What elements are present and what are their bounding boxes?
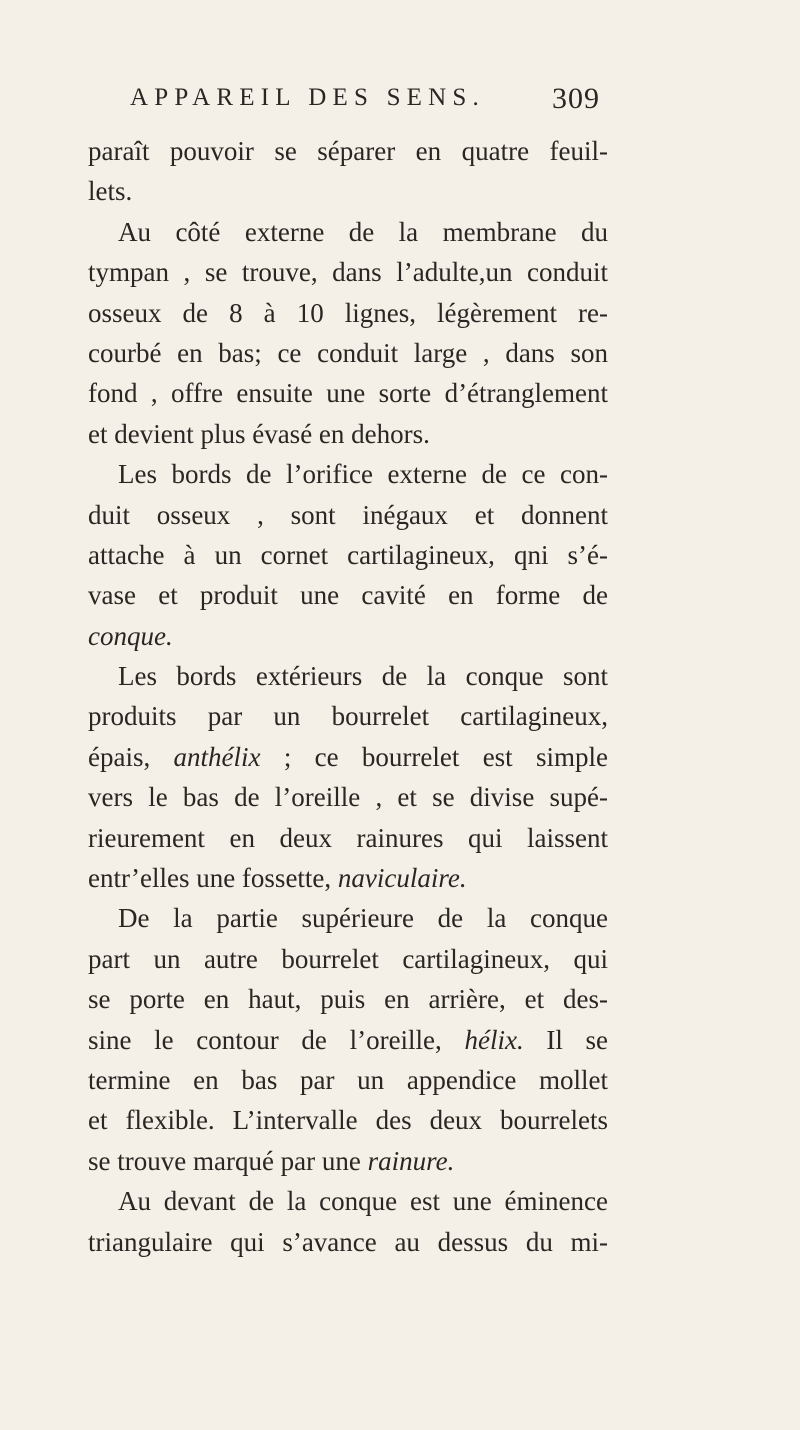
term-anthelix: anthélix: [173, 741, 261, 772]
text-line-mixed: [88, 1141, 608, 1181]
text-line: termine en bas par un appendice mollet: [88, 1064, 608, 1095]
text-line: duit osseux , sont inégaux et donnent: [88, 499, 608, 530]
text-line: attache à un cornet cartilagineux, qni s’é-: [88, 539, 608, 570]
text-line: se porte en haut, puis en arrière, et des-: [88, 984, 608, 1015]
text-line: rieurement en deux rainures qui laissent: [88, 822, 608, 853]
text-line-mixed: [88, 1020, 608, 1060]
text-line: vers le bas de l’oreille , et se divise supé-: [88, 782, 608, 813]
text-line: Au devant de la conque est une éminence: [118, 1186, 608, 1217]
term-naviculaire: naviculaire.: [337, 863, 467, 894]
text-line: vase et produit une cavité en forme de: [88, 580, 608, 611]
text-run: entr’elles une fossette,: [88, 863, 332, 894]
term-helix: hélix.: [464, 1024, 524, 1055]
page-number: 309: [552, 82, 600, 115]
text-line: et flexible. L’intervalle des deux bourrelets: [88, 1105, 608, 1136]
text-run: épais,: [88, 741, 151, 772]
text-run: sine le contour de l’oreille,: [88, 1024, 442, 1055]
running-head: [130, 84, 600, 124]
text-line: osseux de 8 à 10 lignes, légèrement re-: [88, 297, 608, 328]
text-line: Au côté externe de la membrane du: [118, 216, 608, 247]
text-line: produits par un bourrelet cartilagineux,: [88, 701, 608, 732]
text-run: ; ce bourrelet est simple: [283, 741, 608, 772]
body-text: [88, 131, 608, 1262]
text-line: De la partie supérieure de la conque: [118, 903, 608, 934]
text-line: et devient plus évasé en dehors.: [88, 418, 430, 449]
text-line: paraît pouvoir se séparer en quatre feuil-: [88, 136, 608, 166]
running-title: APPAREIL DES SENS.: [130, 84, 485, 111]
text-line: triangulaire qui s’avance au dessus du mi-: [88, 1226, 608, 1257]
text-line: Les bords extérieurs de la conque sont: [118, 661, 608, 692]
text-run: se trouve marqué par une: [88, 1145, 361, 1176]
text-line: Les bords de l’orifice externe de ce con-: [118, 459, 608, 490]
text-line: conque.: [88, 620, 173, 651]
text-line-mixed: [88, 858, 608, 898]
text-line: fond , offre ensuite une sorte d’étranglement: [88, 378, 608, 409]
term-rainure: rainure.: [367, 1145, 455, 1176]
text-line: lets.: [88, 176, 133, 207]
text-line-mixed: [88, 737, 608, 777]
text-run: Il se: [546, 1024, 609, 1055]
text-line: part un autre bourrelet cartilagineux, qui: [88, 943, 608, 974]
text-line: courbé en bas; ce conduit large , dans son: [88, 337, 608, 368]
text-line: tympan , se trouve, dans l’adulte,un conduit: [88, 257, 608, 288]
